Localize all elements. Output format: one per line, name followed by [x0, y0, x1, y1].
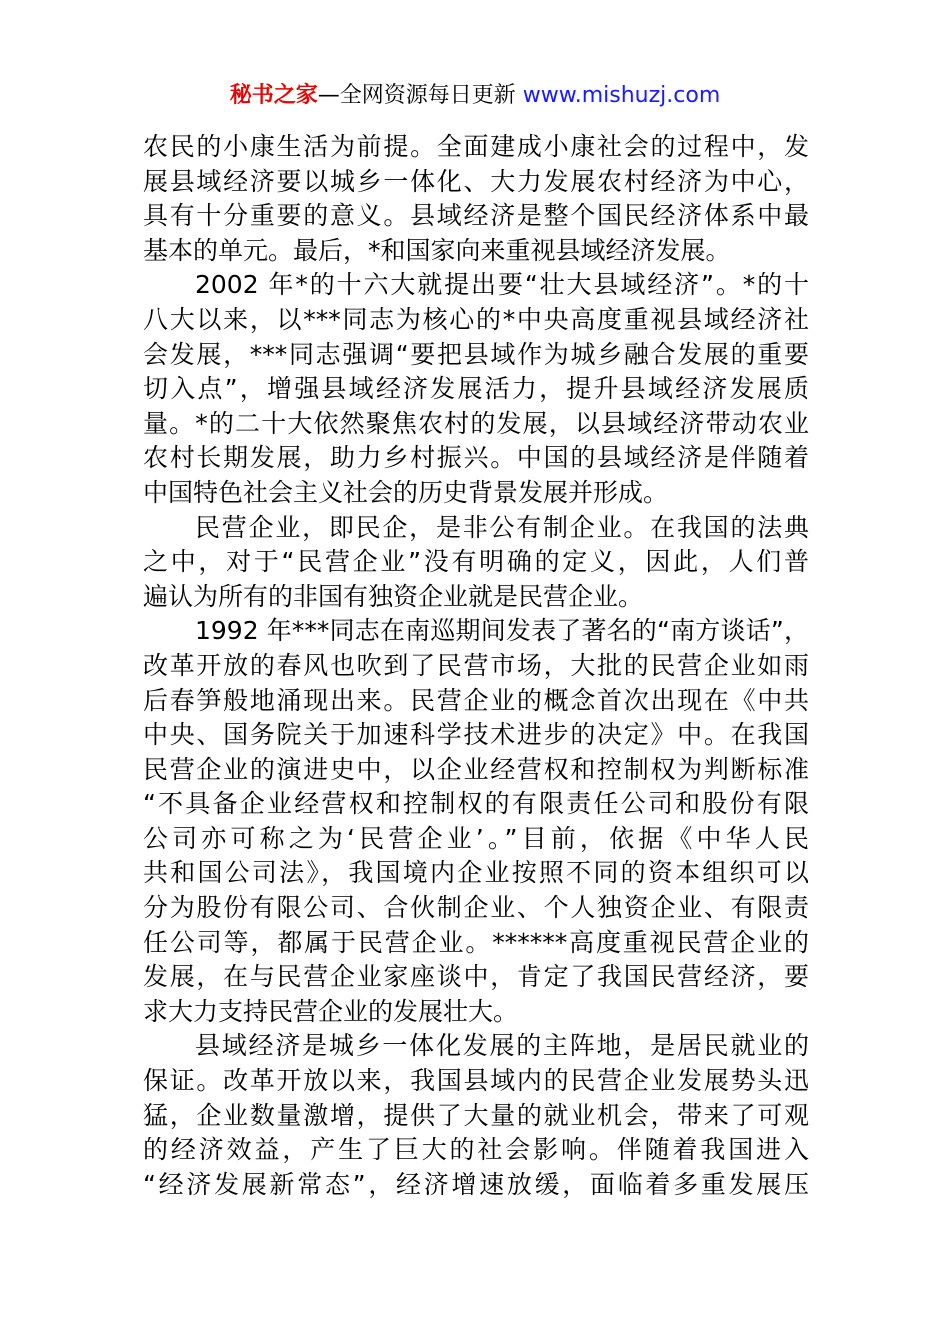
text-line: 任公司等，都属于民营企业。******高度重视民营企业的 — [143, 927, 809, 957]
text-line: 猛，企业数量激增，提供了大量的就业机会，带来了可观 — [143, 1100, 809, 1130]
text-line: 发展，在与民营企业家座谈中，肯定了我国民营经济，要 — [143, 962, 809, 992]
text-line: 会发展，***同志强调“要把县域作为城乡融合发展的重要 — [143, 339, 809, 369]
paragraph-1 — [143, 130, 809, 268]
text-line: 遍认为所有的非国有独资企业就是民营企业。 — [143, 581, 644, 611]
text-line: 保证。改革开放以来，我国县域内的民营企业发展势头迅 — [143, 1066, 809, 1096]
paragraph-4 — [143, 614, 809, 1029]
document-body — [143, 130, 809, 1202]
site-header — [0, 80, 950, 112]
paragraph-2 — [143, 268, 809, 510]
text-line: 求大力支持民营企业的发展壮大。 — [143, 996, 519, 1026]
text-line: 县域经济是城乡一体化发展的主阵地，是居民就业的 — [195, 1031, 809, 1061]
text-line: 2002 年*的十六大就提出要“壮大县域经济”。*的十 — [195, 270, 809, 300]
paragraph-5 — [143, 1029, 809, 1202]
text-line: 八大以来，以***同志为核心的*中央高度重视县域经济社 — [143, 304, 809, 334]
text-line: 农村长期发展，助力乡村振兴。中国的县域经济是伴随着 — [143, 443, 809, 473]
site-tagline: —全网资源每日更新 — [317, 83, 523, 108]
text-line: “不具备企业经营权和控制权的有限责任公司和股份有限 — [143, 789, 809, 819]
text-line: 农民的小康生活为前提。全面建成小康社会的过程中，发 — [143, 132, 809, 161]
site-url-link[interactable]: www.mishuzj.com — [522, 83, 721, 108]
text-line: “经济发展新常态”，经济增速放缓，面临着多重发展压 — [143, 1169, 809, 1199]
text-line: 公司亦可称之为‘民营企业’。”目前，依据《中华人民 — [143, 823, 809, 853]
text-line: 后春笋般地涌现出来。民营企业的概念首次出现在《中共 — [143, 685, 809, 715]
text-line: 中央、国务院关于加速科学技术进步的决定》中。在我国 — [143, 720, 809, 750]
text-line: 民营企业的演进史中，以企业经营权和控制权为判断标准 — [143, 754, 809, 784]
paragraph-3 — [143, 511, 809, 615]
text-line: 分为股份有限公司、合伙制企业、个人独资企业、有限责 — [143, 893, 809, 923]
text-line: 切入点”，增强县域经济发展活力，提升县域经济发展质 — [143, 374, 809, 404]
site-brand: 秘书之家 — [229, 83, 318, 108]
text-line: 1992 年***同志在南巡期间发表了著名的“南方谈话”， — [195, 616, 809, 646]
text-line: 具有十分重要的意义。县域经济是整个国民经济体系中最 — [143, 201, 809, 231]
text-line: 中国特色社会主义社会的历史背景发展并形成。 — [143, 477, 669, 507]
text-line: 共和国公司法》，我国境内企业按照不同的资本组织可以 — [143, 858, 809, 888]
text-line: 民营企业，即民企，是非公有制企业。在我国的法典 — [195, 512, 809, 542]
text-line: 基本的单元。最后，*和国家向来重视县域经济发展。 — [143, 235, 731, 265]
text-line: 之中，对于“民营企业”没有明确的定义，因此，人们普 — [143, 547, 809, 577]
text-line: 展县域经济要以城乡一体化、大力发展农村经济为中心， — [143, 166, 809, 196]
text-line: 改革开放的春风也吹到了民营市场，大批的民营企业如雨 — [143, 650, 809, 680]
text-line: 量。*的二十大依然聚焦农村的发展，以县域经济带动农业 — [143, 408, 809, 438]
text-line: 的经济效益，产生了巨大的社会影响。伴随着我国进入 — [143, 1135, 809, 1165]
